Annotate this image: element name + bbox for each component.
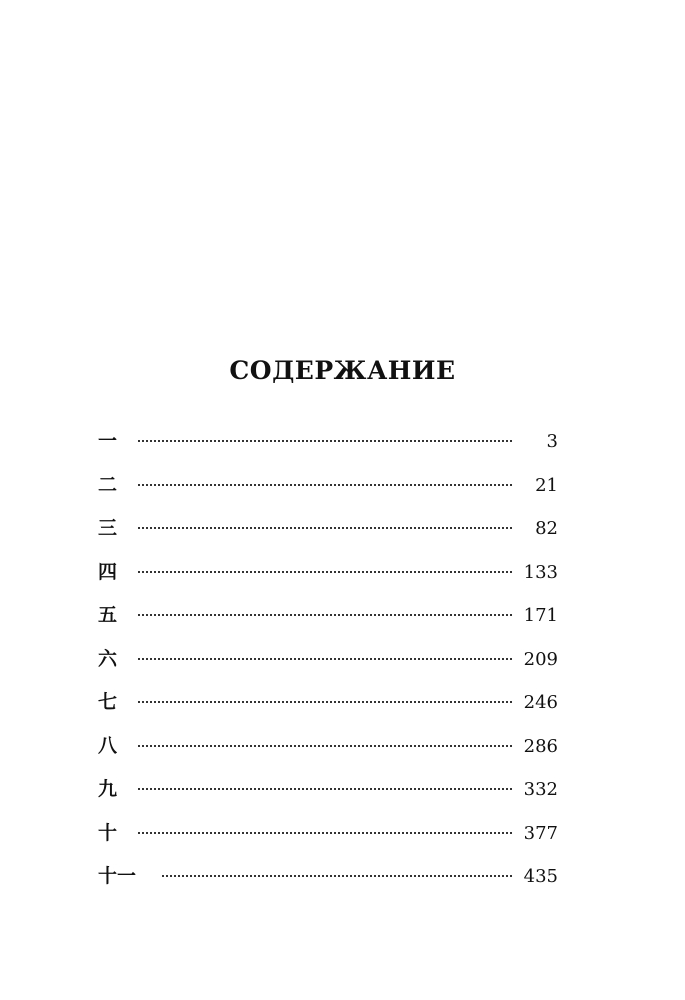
page-number: 332 — [523, 779, 558, 800]
page-number: 435 — [523, 866, 558, 887]
page-number: 82 — [535, 518, 558, 539]
page-number: 171 — [523, 605, 558, 626]
dot-leader — [138, 527, 512, 529]
dot-leader — [138, 788, 512, 790]
dot-leader — [138, 614, 512, 616]
toc-entry — [98, 420, 558, 464]
toc-entry — [98, 594, 558, 638]
dot-leader — [138, 745, 512, 747]
chapter-label: 一 — [98, 430, 118, 452]
dot-leader — [138, 701, 512, 703]
chapter-label: 五 — [98, 604, 118, 626]
toc-entry — [98, 855, 558, 899]
page-number: 286 — [523, 735, 558, 757]
dot-leader — [162, 875, 512, 877]
toc-list — [98, 420, 558, 899]
chapter-label: 六 — [98, 647, 118, 670]
toc-entry — [98, 812, 558, 856]
dot-leader — [138, 440, 512, 442]
toc-entry — [98, 638, 558, 682]
page-number: 377 — [523, 822, 558, 844]
toc-entry — [98, 681, 558, 725]
dot-leader — [138, 484, 512, 486]
chapter-label: 九 — [98, 778, 118, 800]
chapter-label: 十一 — [98, 865, 137, 887]
page-number: 209 — [523, 648, 558, 670]
chapter-label: 七 — [98, 691, 118, 713]
chapter-label: 二 — [98, 473, 118, 496]
toc-entry — [98, 551, 558, 595]
chapter-label: 四 — [98, 560, 118, 583]
chapter-label: 三 — [98, 517, 118, 539]
page-number: 246 — [523, 692, 558, 713]
dot-leader — [138, 571, 512, 573]
toc-entry — [98, 768, 558, 812]
toc-entry — [98, 725, 558, 769]
chapter-label: 十 — [98, 821, 118, 844]
chapter-label: 八 — [98, 734, 118, 757]
page-number: 21 — [535, 474, 558, 496]
dot-leader — [138, 658, 512, 660]
page-number: 133 — [523, 561, 558, 583]
page-number: 3 — [546, 431, 558, 452]
toc-entry — [98, 464, 558, 508]
toc-title: СОДЕРЖАНИЕ — [229, 356, 456, 385]
dot-leader — [138, 832, 512, 834]
toc-entry — [98, 507, 558, 551]
